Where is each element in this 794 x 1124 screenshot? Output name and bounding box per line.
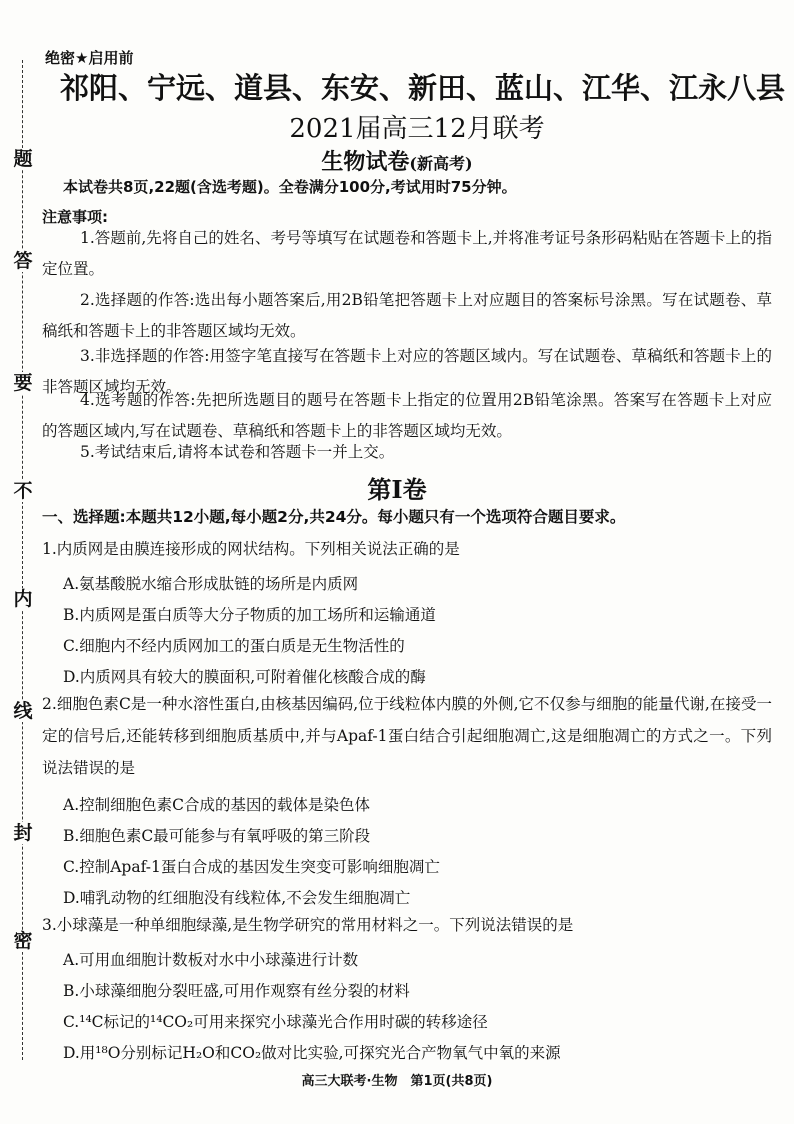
exam-counties-title: 祁阳、宁远、道县、东安、新田、蓝山、江华、江永八县 [60,71,786,105]
notice-heading: 注意事项: [42,208,108,226]
notice-item: 4.选考题的作答:先把所选题目的题号在答题卡上指定的位置用2B铅笔涂黑。答案写在答题卡上对应的答题区域内,写在试题卷、草稿纸和答题卡上的非答题区域均无效。 [42,391,772,440]
section-title: 第Ⅰ卷 [367,475,427,504]
notice-item: 1.答题前,先将自己的姓名、考号等填写在试题卷和答题卡上,并将准考证号条形码粘贴在答题卡上的指定位置。 [42,229,772,278]
question-stem: 2.细胞色素C是一种水溶性蛋白,由核基因编码,位于线粒体内膜的外侧,它不仅参与细胞的能量代谢,在接受一定的信号后,还能转移到细胞质基质中,并与Apaf-1蛋白结合引起细胞凋亡,这是细胞凋亡的方式之一。下列说法错误的是 [42,695,772,777]
section-description: 一、选择题:本题共12小题,每小题2分,共24分。每小题只有一个选项符合题目要求。 [42,508,626,526]
exam-title: 2021届高三12月联考 [289,114,545,144]
subject-name: 生物试卷 [321,149,410,175]
question-stem: 3.小球藻是一种单细胞绿藻,是生物学研究的常用材料之一。下列说法错误的是 [42,916,574,934]
binding-char: 内 [13,588,33,610]
binding-char: 要 [13,372,33,394]
binding-char: 密 [13,930,33,952]
question-option: A.可用血细胞计数板对水中小球藻进行计数 [63,951,359,969]
binding-dashed-line [22,60,23,1060]
question-option: B.内质网是蛋白质等大分子物质的加工场所和运输通道 [63,606,436,624]
exam-intro: 本试卷共8页,22题(含选考题)。全卷满分100分,考试用时75分钟。 [63,178,517,196]
binding-char: 题 [13,148,33,170]
question-option: B.细胞色素C最可能参与有氧呼吸的第三阶段 [63,827,371,845]
binding-char: 答 [13,250,33,272]
question-option: A.控制细胞色素C合成的基因的载体是染色体 [63,796,370,814]
question-option: B.小球藻细胞分裂旺盛,可用作观察有丝分裂的材料 [63,982,410,1000]
subject-subtitle: (新高考) [409,154,473,173]
question-option: D.内质网具有较大的膜面积,可附着催化核酸合成的酶 [63,668,426,686]
binding-char: 线 [13,700,33,722]
page-footer: 高三大联考·生物 第1页(共8页) [301,1074,493,1089]
confidential-label: 绝密★启用前 [45,49,134,67]
question-stem: 1.内质网是由膜连接形成的网状结构。下列相关说法正确的是 [42,540,460,558]
question-option: C.细胞内不经内质网加工的蛋白质是无生物活性的 [63,637,405,655]
question-option: C.¹⁴C标记的¹⁴CO₂可用来探究小球藻光合作用时碳的转移途径 [63,1013,488,1031]
binding-char: 不 [13,480,33,502]
notice-item: 2.选择题的作答:选出每小题答案后,用2B铅笔把答题卡上对应题目的答案标号涂黑。写在试题卷、草稿纸和答题卡上的非答题区域均无效。 [42,291,772,340]
question-option: D.哺乳动物的红细胞没有线粒体,不会发生细胞凋亡 [63,889,411,907]
subject-title [0,145,794,176]
question-option: C.控制Apaf-1蛋白合成的基因发生突变可影响细胞凋亡 [63,858,440,876]
notice-item: 3.非选择题的作答:用签字笔直接写在答题卡上对应的答题区域内。写在试题卷、草稿纸和答题卡上的非答题区域均无效。 [42,347,772,396]
question-option: D.用¹⁸O分别标记H₂O和CO₂做对比实验,可探究光合产物氧气中氧的来源 [63,1044,561,1062]
question-option: A.氨基酸脱水缩合形成肽链的场所是内质网 [63,575,359,593]
notice-item: 5.考试结束后,请将本试卷和答题卡一并上交。 [80,443,395,461]
binding-char: 封 [13,822,33,844]
